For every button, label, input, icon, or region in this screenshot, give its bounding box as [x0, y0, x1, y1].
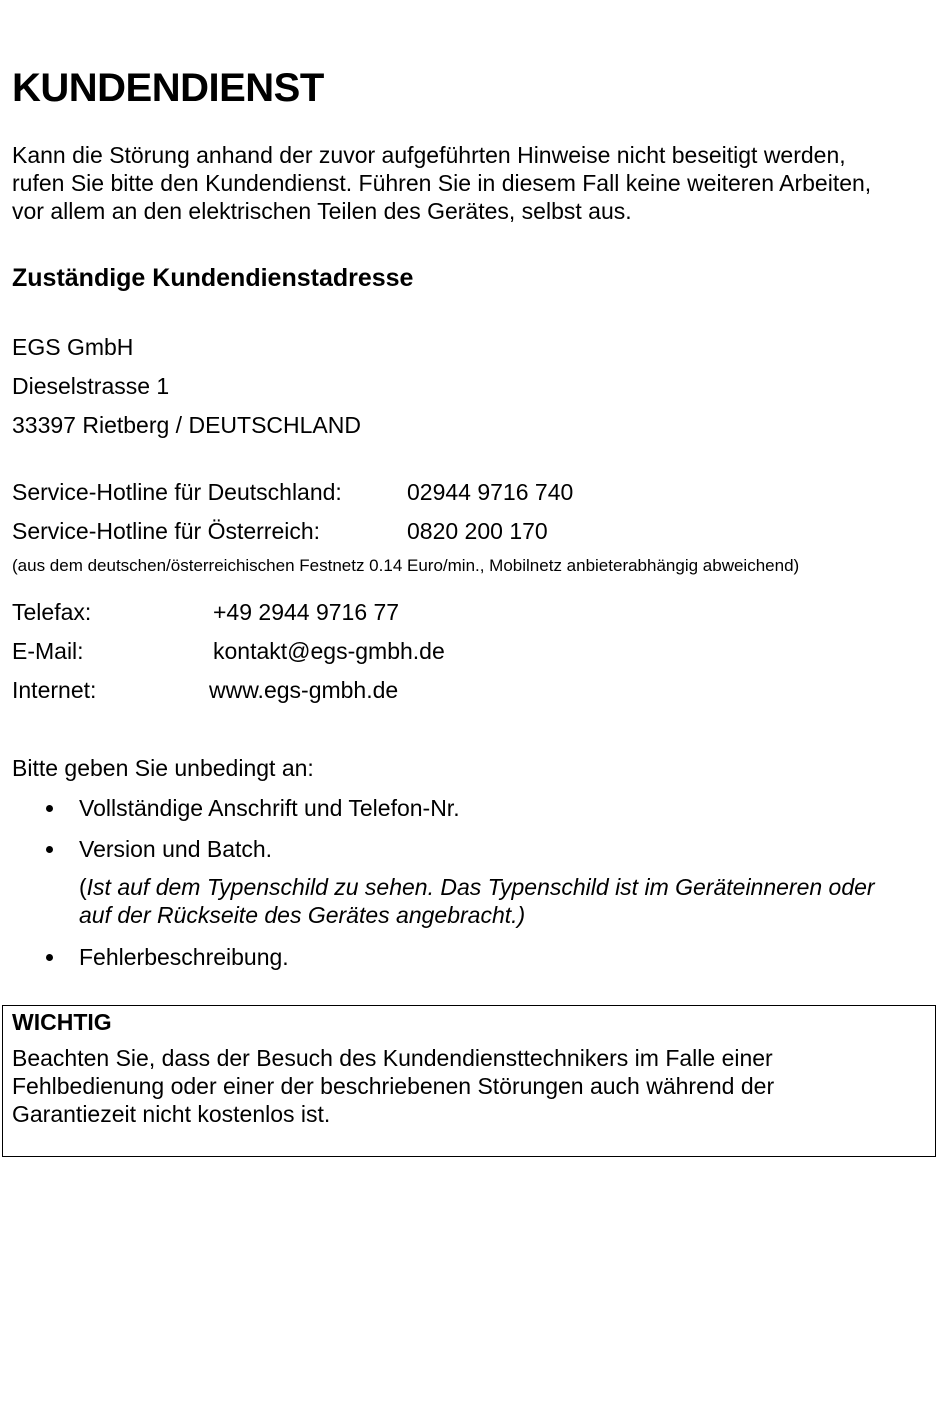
hotline-cost-note: (aus dem deutschen/österreichischen Festnetz 0.14 Euro/min., Mobilnetz anbieterabhängig abweichend) — [12, 556, 800, 575]
website-link[interactable]: www.egs-gmbh.de — [209, 677, 399, 703]
provide-info-intro: Bitte geben Sie unbedingt an: — [12, 755, 314, 781]
address-section-title: Zuständige Kundendienstadresse — [12, 264, 414, 292]
type-plate-note — [79, 873, 875, 929]
hotline-austria-number[interactable]: 0820 200 170 — [407, 518, 548, 544]
hotline-germany-label: Service-Hotline für Deutschland: — [12, 479, 342, 505]
bullet-icon — [46, 805, 53, 812]
bullet-icon — [46, 846, 53, 853]
hotline-germany-number[interactable]: 02944 9716 740 — [407, 479, 574, 505]
note-line: Ist auf dem Typenschild zu sehen. Das Typenschild ist im Geräteinneren oder — [86, 874, 875, 900]
intro-paragraph — [12, 141, 871, 225]
website-label: Internet: — [12, 677, 97, 703]
hotline-austria-label: Service-Hotline für Österreich: — [12, 518, 321, 544]
fax-number: +49 2944 9716 77 — [213, 599, 400, 625]
note-line: auf der Rückseite des Gerätes angebracht.) — [79, 902, 526, 928]
page-title: KUNDENDIENST — [12, 66, 324, 110]
company-name: EGS GmbH — [12, 334, 134, 360]
important-line: Garantiezeit nicht kostenlos ist. — [12, 1101, 331, 1127]
intro-line: Kann die Störung anhand der zuvor aufgeführten Hinweise nicht beseitigt werden, — [12, 142, 846, 168]
important-title: WICHTIG — [12, 1009, 112, 1035]
note-open-paren: ( — [79, 874, 87, 900]
important-line: Fehlbedienung oder einer der beschriebenen Störungen auch während der — [12, 1073, 775, 1099]
list-item: Vollständige Anschrift und Telefon-Nr. — [79, 795, 460, 821]
fax-label: Telefax: — [12, 599, 92, 625]
important-text — [12, 1044, 774, 1128]
city-address: 33397 Rietberg / DEUTSCHLAND — [12, 412, 361, 438]
bullet-icon — [46, 954, 53, 961]
street-address: Dieselstrasse 1 — [12, 373, 170, 399]
important-line: Beachten Sie, dass der Besuch des Kundendiensttechnikers im Falle einer — [12, 1045, 773, 1071]
intro-line: vor allem an den elektrischen Teilen des Gerätes, selbst aus. — [12, 198, 632, 224]
intro-line: rufen Sie bitte den Kundendienst. Führen Sie in diesem Fall keine weiteren Arbeiten, — [12, 170, 872, 196]
email-link[interactable]: kontakt@egs-gmbh.de — [213, 638, 445, 664]
list-item: Version und Batch. — [79, 836, 273, 862]
list-item: Fehlerbeschreibung. — [79, 944, 289, 970]
email-label: E-Mail: — [12, 638, 84, 664]
